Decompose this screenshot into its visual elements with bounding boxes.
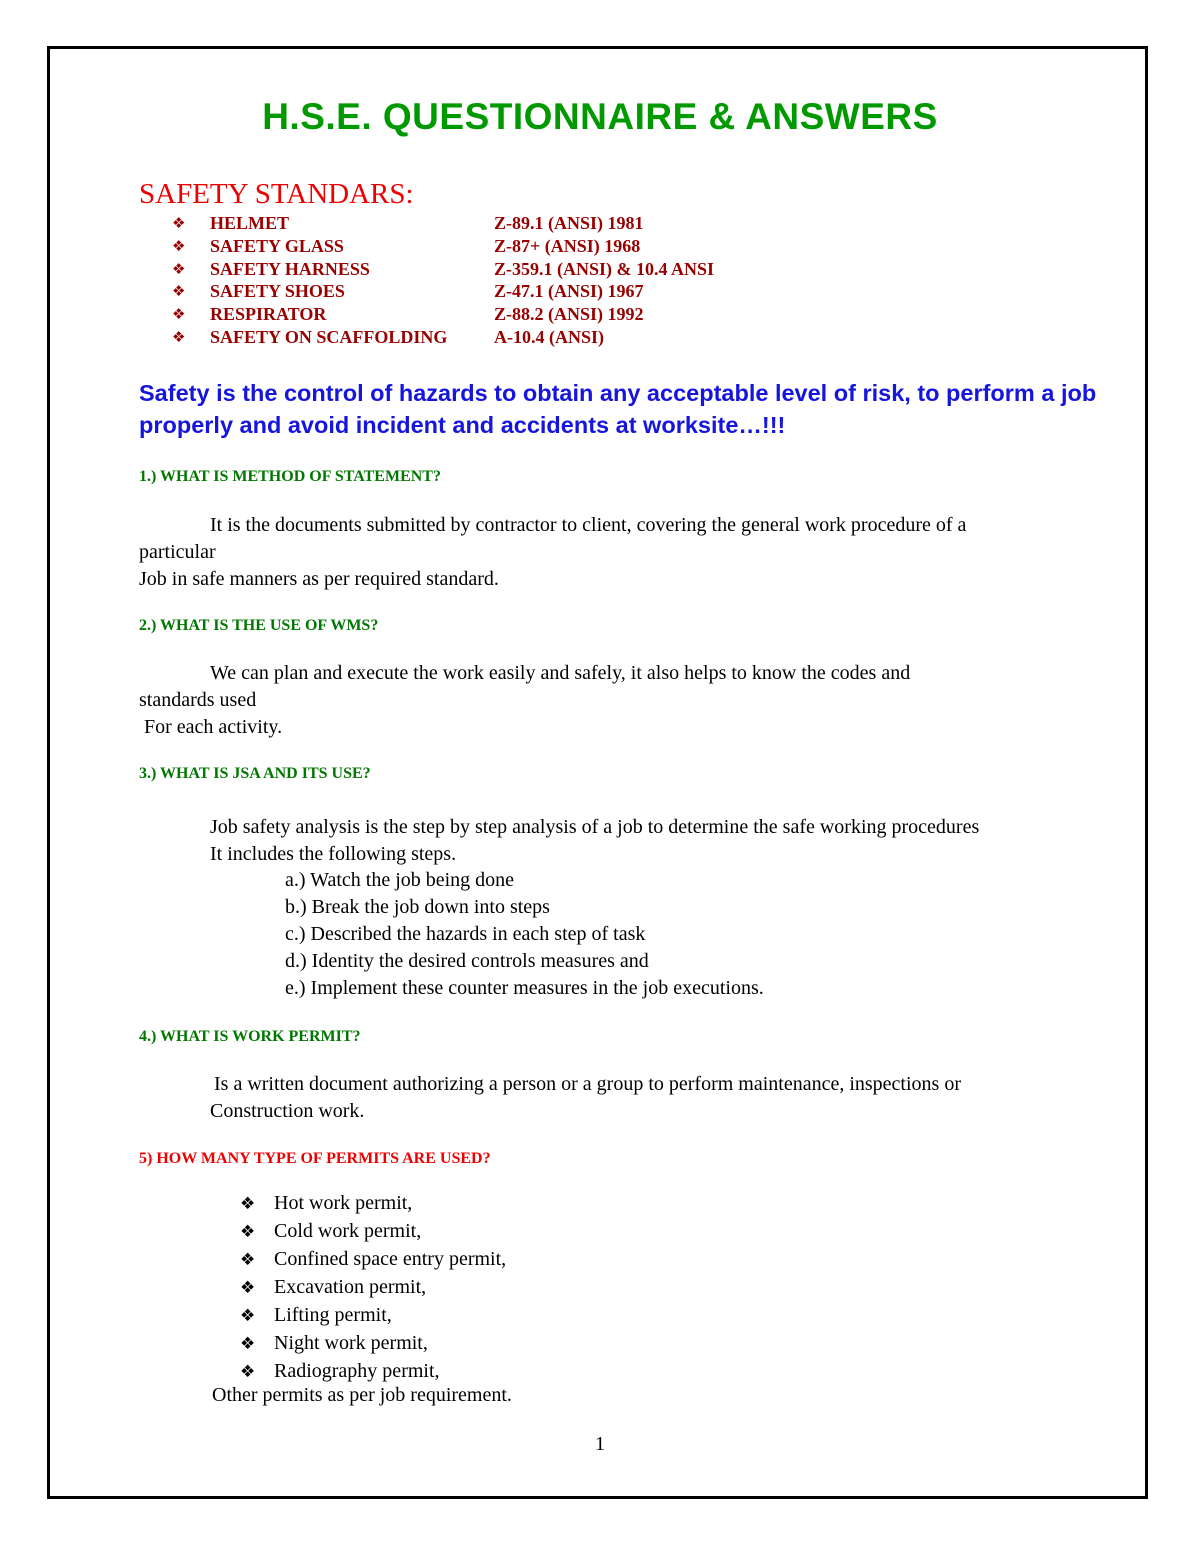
standard-code: Z-89.1 (ANSI) 1981 [494, 213, 644, 233]
jsa-step: a.) Watch the job being done [285, 869, 515, 891]
standard-code: Z-47.1 (ANSI) 1967 [494, 281, 644, 302]
diamond-bullet-icon: ❖ [240, 1306, 256, 1326]
page-number: 1 [595, 1433, 605, 1455]
diamond-bullet-icon: ❖ [172, 327, 186, 346]
diamond-bullet-icon: ❖ [240, 1278, 256, 1298]
standards-list [172, 212, 714, 349]
answer-line: For each activity. [139, 716, 283, 738]
answer-line: standards used [139, 689, 257, 711]
standard-name: HELMET [210, 213, 290, 233]
answer-line: Is a written document authorizing a person or a group to perform maintenance, inspections or [214, 1073, 961, 1095]
diamond-bullet-icon: ❖ [240, 1334, 256, 1354]
permits-closing-line: Other permits as per job requirement. [212, 1384, 512, 1406]
document-title: H.S.E. QUESTIONNAIRE & ANSWERS [262, 96, 938, 137]
diamond-bullet-icon: ❖ [172, 259, 186, 278]
question-2: 2.) WHAT IS THE USE OF WMS? [139, 617, 379, 634]
standards-item [172, 280, 714, 303]
permit-item [240, 1274, 506, 1302]
permit-item [240, 1218, 506, 1246]
diamond-bullet-icon: ❖ [240, 1362, 256, 1382]
permit-label: Radiography permit, [274, 1360, 440, 1382]
permit-label: Confined space entry permit, [274, 1248, 507, 1270]
question-1: 1.) WHAT IS METHOD OF STATEMENT? [139, 468, 441, 485]
answer-line: Construction work. [210, 1100, 365, 1122]
standards-heading: SAFETY STANDARS: [139, 178, 414, 210]
standard-name: RESPIRATOR [210, 304, 327, 325]
permit-item [240, 1190, 506, 1218]
diamond-bullet-icon: ❖ [172, 305, 186, 324]
standard-name: SAFETY GLASS [210, 235, 344, 256]
permit-label: Hot work permit, [274, 1192, 413, 1214]
diamond-bullet-icon: ❖ [240, 1250, 256, 1270]
standards-item [172, 258, 714, 281]
diamond-bullet-icon: ❖ [172, 282, 186, 301]
jsa-step: e.) Implement these counter measures in the job executions. [285, 977, 764, 999]
diamond-bullet-icon: ❖ [240, 1222, 256, 1242]
permits-list [240, 1190, 506, 1386]
standard-name: SAFETY ON SCAFFOLDING [210, 326, 448, 347]
answer-line: Job safety analysis is the step by step analysis of a job to determine the safe working procedures [210, 816, 980, 838]
standards-item [172, 303, 714, 326]
jsa-step: d.) Identity the desired controls measures and [285, 950, 649, 972]
jsa-step: c.) Described the hazards in each step of task [285, 923, 646, 945]
question-4: 4.) WHAT IS WORK PERMIT? [139, 1028, 361, 1045]
diamond-bullet-icon: ❖ [172, 214, 186, 232]
permit-item [240, 1302, 506, 1330]
diamond-bullet-icon: ❖ [172, 236, 186, 255]
jsa-step: b.) Break the job down into steps [285, 896, 550, 918]
standard-code: Z-359.1 (ANSI) & 10.4 ANSI [494, 258, 715, 279]
jsa-steps-list [285, 867, 764, 1002]
standard-name: SAFETY HARNESS [210, 258, 370, 279]
standards-item [172, 326, 714, 349]
permit-label: Lifting permit, [274, 1304, 392, 1326]
answer-line: It includes the following steps. [210, 843, 457, 865]
question-3: 3.) WHAT IS JSA AND ITS USE? [139, 765, 371, 782]
answer-line: We can plan and execute the work easily and safely, it also helps to know the codes and [210, 662, 911, 684]
standards-item [172, 235, 714, 258]
diamond-bullet-icon: ❖ [240, 1194, 256, 1214]
answer-line: particular [139, 541, 216, 563]
question-5: 5) HOW MANY TYPE OF PERMITS ARE USED? [139, 1150, 491, 1167]
standard-code: Z-88.2 (ANSI) 1992 [494, 304, 644, 325]
permit-item [240, 1246, 506, 1274]
permit-label: Night work permit, [274, 1332, 428, 1354]
permit-item [240, 1330, 506, 1358]
answer-line: It is the documents submitted by contractor to client, covering the general work procedure of a [210, 514, 967, 536]
standard-name: SAFETY SHOES [210, 281, 345, 302]
standards-item [172, 212, 714, 235]
safety-definition: Safety is the control of hazards to obtain any acceptable level of risk, to perform a job properly and avoid incident and accidents at worksite…!!! [139, 380, 1097, 438]
standard-code: Z-87+ (ANSI) 1968 [494, 235, 641, 256]
standard-code: A-10.4 (ANSI) [494, 326, 604, 347]
answer-line: Job in safe manners as per required standard. [139, 568, 499, 590]
permit-label: Cold work permit, [274, 1220, 422, 1242]
permit-label: Excavation permit, [274, 1276, 427, 1298]
